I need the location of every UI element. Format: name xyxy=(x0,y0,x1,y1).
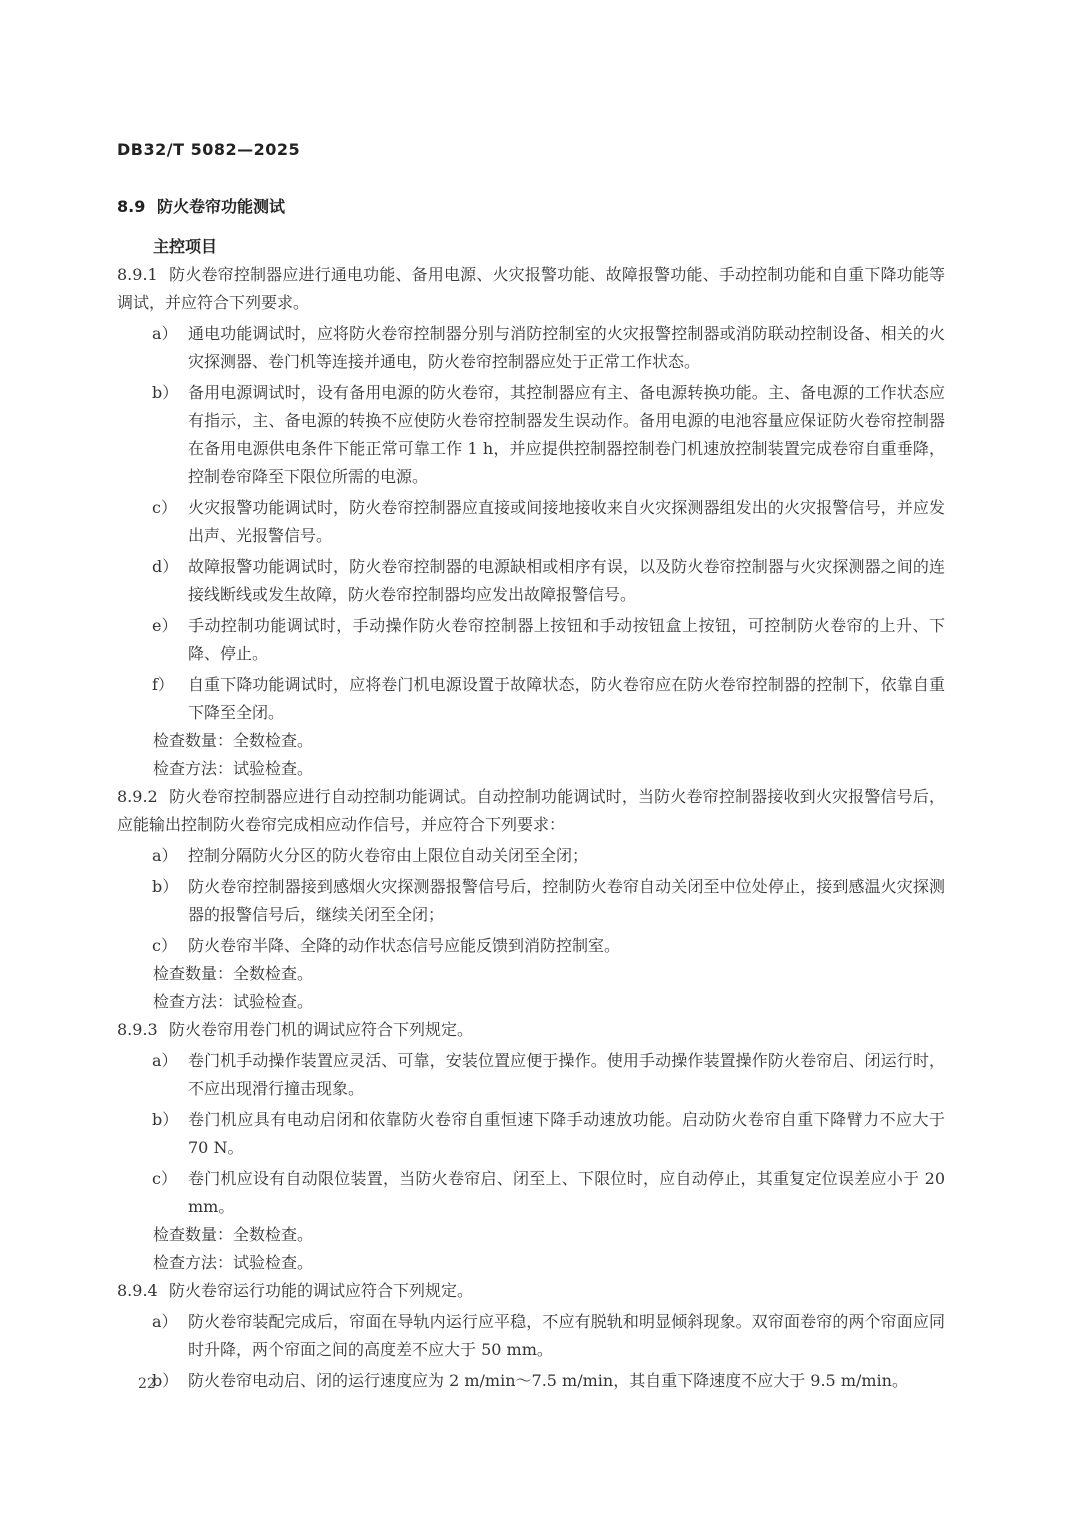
list-item xyxy=(117,1165,945,1221)
clause-text: 防火卷帘用卷门机的调试应符合下列规定。 xyxy=(169,1020,474,1039)
section-heading xyxy=(117,194,285,217)
list-item xyxy=(117,494,945,550)
item-label: a） xyxy=(152,846,178,865)
item-text: 防火卷帘电动启、闭的运行速度应为 2 m/min～7.5 m/min，其自重下降速度不应大于 9.5 m/min。 xyxy=(188,1371,908,1390)
item-text: 卷门机应设有自动限位装置，当防火卷帘启、闭至上、下限位时，应自动停止，其重复定位误差应小于 20 mm。 xyxy=(188,1169,945,1216)
item-label: c） xyxy=(152,1169,177,1188)
clause-number: 8.9.1 xyxy=(117,265,158,284)
item-text: 防火卷帘装配完成后，帘面在导轨内运行应平稳，不应有脱轨和明显倾斜现象。双帘面卷帘的两个帘面应同时升降，两个帘面之间的高度差不应大于 50 mm。 xyxy=(188,1312,945,1359)
check-quantity: 检查数量：全数检查。 xyxy=(153,1225,314,1244)
item-text: 防火卷帘控制器接到感烟火灾探测器报警信号后，控制防火卷帘自动关闭至中位处停止，接到感温火灾探测器的报警信号后，继续关闭至全闭； xyxy=(188,877,945,924)
item-text: 故障报警功能调试时，防火卷帘控制器的电源缺相或相序有误，以及防火卷帘控制器与火灾探测器之间的连接线断线或发生故障，防火卷帘控制器均应发出故障报警信号。 xyxy=(188,557,945,604)
item-label: a） xyxy=(152,1051,178,1070)
list-item xyxy=(117,873,945,929)
clause-paragraph xyxy=(117,1277,945,1305)
item-label: d） xyxy=(152,557,179,576)
list-item xyxy=(117,1047,945,1103)
page-number: 22 xyxy=(138,1376,156,1392)
list-item xyxy=(117,1308,945,1364)
item-text: 火灾报警功能调试时，防火卷帘控制器应直接或间接地接收来自火灾探测器组发出的火灾报警信号，并应发出声、光报警信号。 xyxy=(188,498,945,545)
section-title-text: 防火卷帘功能测试 xyxy=(157,197,286,216)
check-method: 检查方法：试验检查。 xyxy=(153,992,314,1011)
item-label: b） xyxy=(152,1371,179,1390)
clause-8-9-2 xyxy=(117,783,945,1016)
item-text: 通电功能调试时，应将防火卷帘控制器分别与消防控制室的火灾报警控制器或消防联动控制设备、相关的火灾探测器、卷门机等连接并通电，防火卷帘控制器应处于正常工作状态。 xyxy=(188,324,945,371)
list-item xyxy=(117,1106,945,1162)
item-label: b） xyxy=(152,383,179,402)
clause-paragraph xyxy=(117,783,945,839)
item-label: c） xyxy=(152,936,177,955)
item-text: 卷门机手动操作装置应灵活、可靠，安装位置应便于操作。使用手动操作装置操作防火卷帘启、闭运行时，不应出现滑行撞击现象。 xyxy=(188,1051,945,1098)
list-item xyxy=(117,1367,945,1395)
clause-paragraph xyxy=(117,1016,945,1044)
item-text: 卷门机应具有电动启闭和依靠防火卷帘自重恒速下降手动速放功能。启动防火卷帘自重下降臂力不应大于 70 N。 xyxy=(188,1110,945,1157)
item-text: 控制分隔防火分区的防火卷帘由上限位自动关闭至全闭； xyxy=(188,846,589,865)
item-text: 防火卷帘半降、全降的动作状态信号应能反馈到消防控制室。 xyxy=(188,936,621,955)
item-label: f） xyxy=(152,675,174,694)
document-body xyxy=(117,233,945,1395)
clause-8-9-4 xyxy=(117,1277,945,1395)
list-item xyxy=(117,842,945,870)
clause-8-9-3 xyxy=(117,1016,945,1277)
clause-text: 防火卷帘运行功能的调试应符合下列规定。 xyxy=(169,1281,474,1300)
list-item xyxy=(117,379,945,491)
clause-number: 8.9.2 xyxy=(117,787,158,806)
list-item xyxy=(117,320,945,376)
check-method: 检查方法：试验检查。 xyxy=(153,1253,314,1272)
clause-text: 防火卷帘控制器应进行通电功能、备用电源、火灾报警功能、故障报警功能、手动控制功能和自重下降功能等调试，并应符合下列要求。 xyxy=(117,265,945,312)
item-text: 自重下降功能调试时，应将卷门机电源设置于故障状态，防火卷帘应在防火卷帘控制器的控制下，依靠自重下降至全闭。 xyxy=(188,675,945,722)
subheading-main-control-items: 主控项目 xyxy=(153,237,218,256)
section-number: 8.9 xyxy=(117,197,146,216)
check-quantity: 检查数量：全数检查。 xyxy=(153,964,314,983)
document-code-header: DB32/T 5082—2025 xyxy=(117,140,301,159)
item-label: b） xyxy=(152,1110,179,1129)
list-item xyxy=(117,553,945,609)
clause-number: 8.9.3 xyxy=(117,1020,158,1039)
list-item xyxy=(117,612,945,668)
check-quantity: 检查数量：全数检查。 xyxy=(153,731,314,750)
item-text: 备用电源调试时，设有备用电源的防火卷帘，其控制器应有主、备电源转换功能。主、备电源的工作状态应有指示，主、备电源的转换不应使防火卷帘控制器发生误动作。备用电源的电池容量应保证防火卷帘控制器在备用电源供电条件下能正常可靠工作 1 h，并应提供控制器控制卷门机速放控制装置完成卷帘自重垂降，控制卷帘降至下限位所需的电源。 xyxy=(188,383,945,486)
list-item xyxy=(117,671,945,727)
item-label: a） xyxy=(152,324,178,343)
check-method: 检查方法：试验检查。 xyxy=(153,759,314,778)
clause-text: 防火卷帘控制器应进行自动控制功能调试。自动控制功能调试时，当防火卷帘控制器接收到火灾报警信号后，应能输出控制防火卷帘完成相应动作信号，并应符合下列要求： xyxy=(117,787,945,834)
clause-paragraph xyxy=(117,261,945,317)
item-text: 手动控制功能调试时，手动操作防火卷帘控制器上按钮和手动按钮盒上按钮，可控制防火卷帘的上升、下降、停止。 xyxy=(188,616,945,663)
list-item xyxy=(117,932,945,960)
item-label: b） xyxy=(152,877,179,896)
item-label: a） xyxy=(152,1312,178,1331)
clause-number: 8.9.4 xyxy=(117,1281,158,1300)
item-label: e） xyxy=(152,616,178,635)
clause-8-9-1 xyxy=(117,261,945,783)
item-label: c） xyxy=(152,498,177,517)
